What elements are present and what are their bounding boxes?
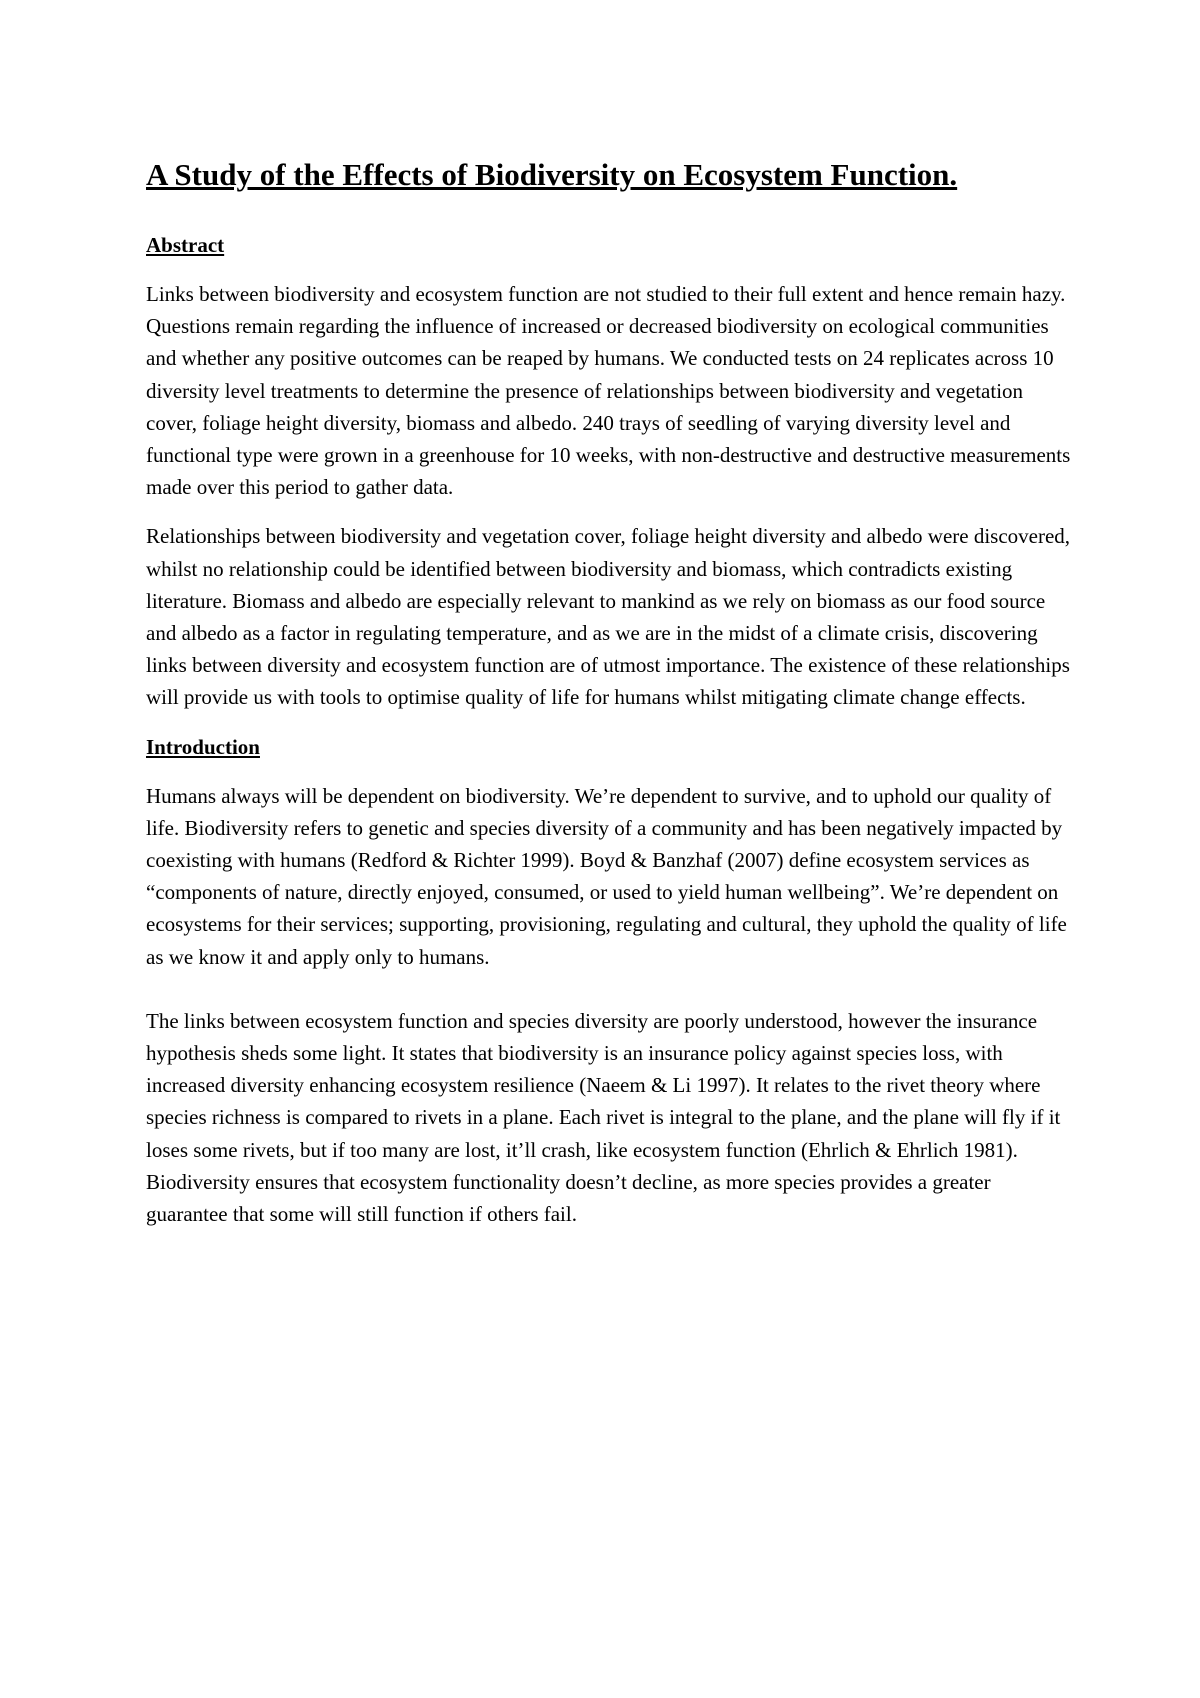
document-title: A Study of the Effects of Biodiversity on Ecosystem Function. [146, 157, 958, 192]
introduction-section [146, 731, 1076, 1231]
introduction-paragraph-1: Humans always will be dependent on biodiversity. We’re dependent to survive, and to uphold our quality of life. Biodiversity refers to genetic and species diversity of a community and has been negatively impacted by coexisting with humans (Redford & Richter 1999). Boyd & Banzhaf (2007) define ecosystem services as “components of nature, directly enjoyed, consumed, or used to yield human wellbeing”. We’re dependent on ecosystems for their services; supporting, provisioning, regulating and cultural, they uphold the quality of life as we know it and apply only to humans. [146, 783, 1067, 969]
document-page [146, 150, 1076, 1247]
abstract-heading: Abstract [146, 233, 225, 257]
abstract-section [146, 229, 1076, 714]
abstract-paragraph-1: Links between biodiversity and ecosystem function are not studied to their full extent and hence remain hazy. Questions remain regarding the influence of increased or decreased biodiversity on ecological communities and whether any positive outcomes can be reaped by humans. We conducted tests on 24 replicates across 10 diversity level treatments to determine the presence of relationships between biodiversity and vegetation cover, foliage height diversity, biomass and albedo. 240 trays of seedling of varying diversity level and functional type were grown in a greenhouse for 10 weeks, with non-destructive and destructive measurements made over this period to gather data. [146, 282, 1071, 500]
introduction-heading: Introduction [146, 734, 260, 759]
introduction-paragraph-2: The links between ecosystem function and species diversity are poorly understood, however the insurance hypothesis sheds some light. It states that biodiversity is an insurance policy against species loss, with increased diversity enhancing ecosystem resilience (Naeem & Li 1997). It relates to the rivet theory where species richness is compared to rivets in a plane. Each rivet is integral to the plane, and the plane will fly if it loses some rivets, but if too many are lost, it’ll crash, like ecosystem function (Ehrlich & Ehrlich 1981). Biodiversity ensures that ecosystem functionality doesn’t decline, as more species provides a greater guarantee that some will still function if others fail. [146, 1008, 1061, 1227]
abstract-paragraph-2: Relationships between biodiversity and vegetation cover, foliage height diversity and albedo were discovered, whilst no relationship could be identified between biodiversity and biomass, which contradicts existing literature. Biomass and albedo are especially relevant to mankind as we rely on biomass as our food source and albedo as a factor in regulating temperature, and as we are in the midst of a climate crisis, discovering links between diversity and ecosystem function are of utmost importance. The existence of these relationships will provide us with tools to optimise quality of life for humans whilst mitigating climate change effects. [146, 524, 1071, 710]
